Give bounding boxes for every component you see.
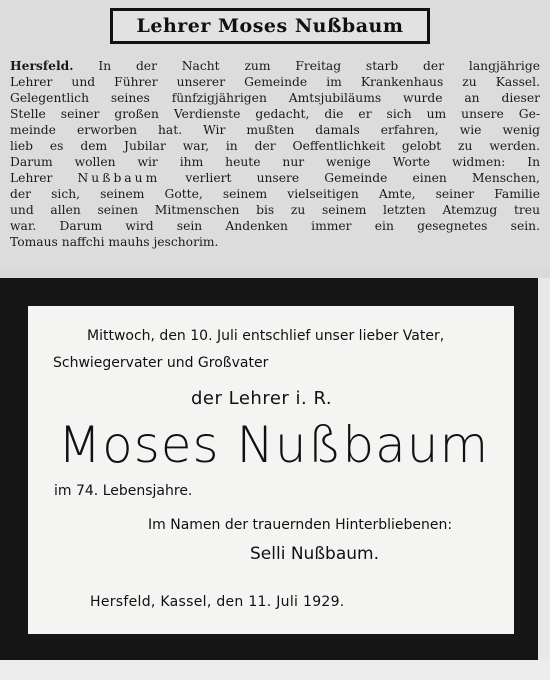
mourning-border-right	[514, 278, 538, 660]
page-edge	[538, 278, 550, 680]
article-body	[10, 58, 540, 250]
spaced-name: Nußbaum	[77, 171, 161, 185]
article-line: Darum wollen wir ihm heute nur wenige Worte widmen: In	[10, 155, 540, 169]
newspaper-article	[0, 0, 550, 270]
obituary-name: Moses Nußbaum	[58, 416, 490, 474]
article-line: der sich, seinem Gotte, seinem vielseitigen Amte, seiner Familie	[10, 187, 540, 201]
mourning-border-left	[0, 278, 28, 660]
article-line: Tomaus naffchi mauhs jeschorim.	[10, 235, 219, 249]
obituary-notice	[0, 278, 550, 680]
mourning-border-top	[0, 278, 550, 306]
headline-box	[110, 8, 430, 44]
article-dateline: Hersfeld.	[10, 58, 74, 73]
article-line: Gelegentlich seines fünfzigjährigen Amtsjubiläums wurde an dieser	[10, 91, 540, 105]
mourning-border-bottom	[0, 634, 550, 660]
obituary-title: der Lehrer i. R.	[191, 388, 333, 409]
obituary-signatory: Selli Nußbaum.	[250, 544, 379, 564]
obituary-announcement: Mittwoch, den 10. Juli entschlief unser lieber Vater,	[87, 328, 445, 344]
article-line: meinde erworben hat. Wir mußten damals erfahren, wie wenig	[10, 123, 540, 137]
obituary-age: im 74. Lebensjahre.	[54, 483, 193, 499]
article-line: lieb es dem Jubilar war, in der Oeffentlichkeit gelobt zu werden.	[10, 139, 540, 153]
page-margin	[0, 660, 550, 680]
article-line: war. Darum wird sein Andenken immer ein gesegnetes sein.	[10, 219, 540, 233]
article-headline: Lehrer Moses Nußbaum	[136, 15, 404, 37]
obituary-mourners-intro: Im Namen der trauernden Hinterbliebenen:	[148, 517, 453, 533]
obituary-relations: Schwiegervater und Großvater	[53, 355, 269, 371]
obituary-place-date: Hersfeld, Kassel, den 11. Juli 1929.	[90, 594, 345, 610]
article-line: Hersfeld. In der Nacht zum Freitag starb der langjährige	[10, 58, 540, 73]
article-line: und allen seinen Mitmenschen bis zu seinem letzten Atemzug treu	[10, 203, 540, 217]
article-line: Lehrer Nußbaum verliert unsere Gemeinde einen Menschen,	[10, 171, 540, 185]
article-line: Lehrer und Führer unserer Gemeinde im Krankenhaus zu Kassel.	[10, 75, 540, 89]
article-line: Stelle seiner großen Verdienste gedacht, die er sich um unsere Ge-	[10, 107, 540, 121]
